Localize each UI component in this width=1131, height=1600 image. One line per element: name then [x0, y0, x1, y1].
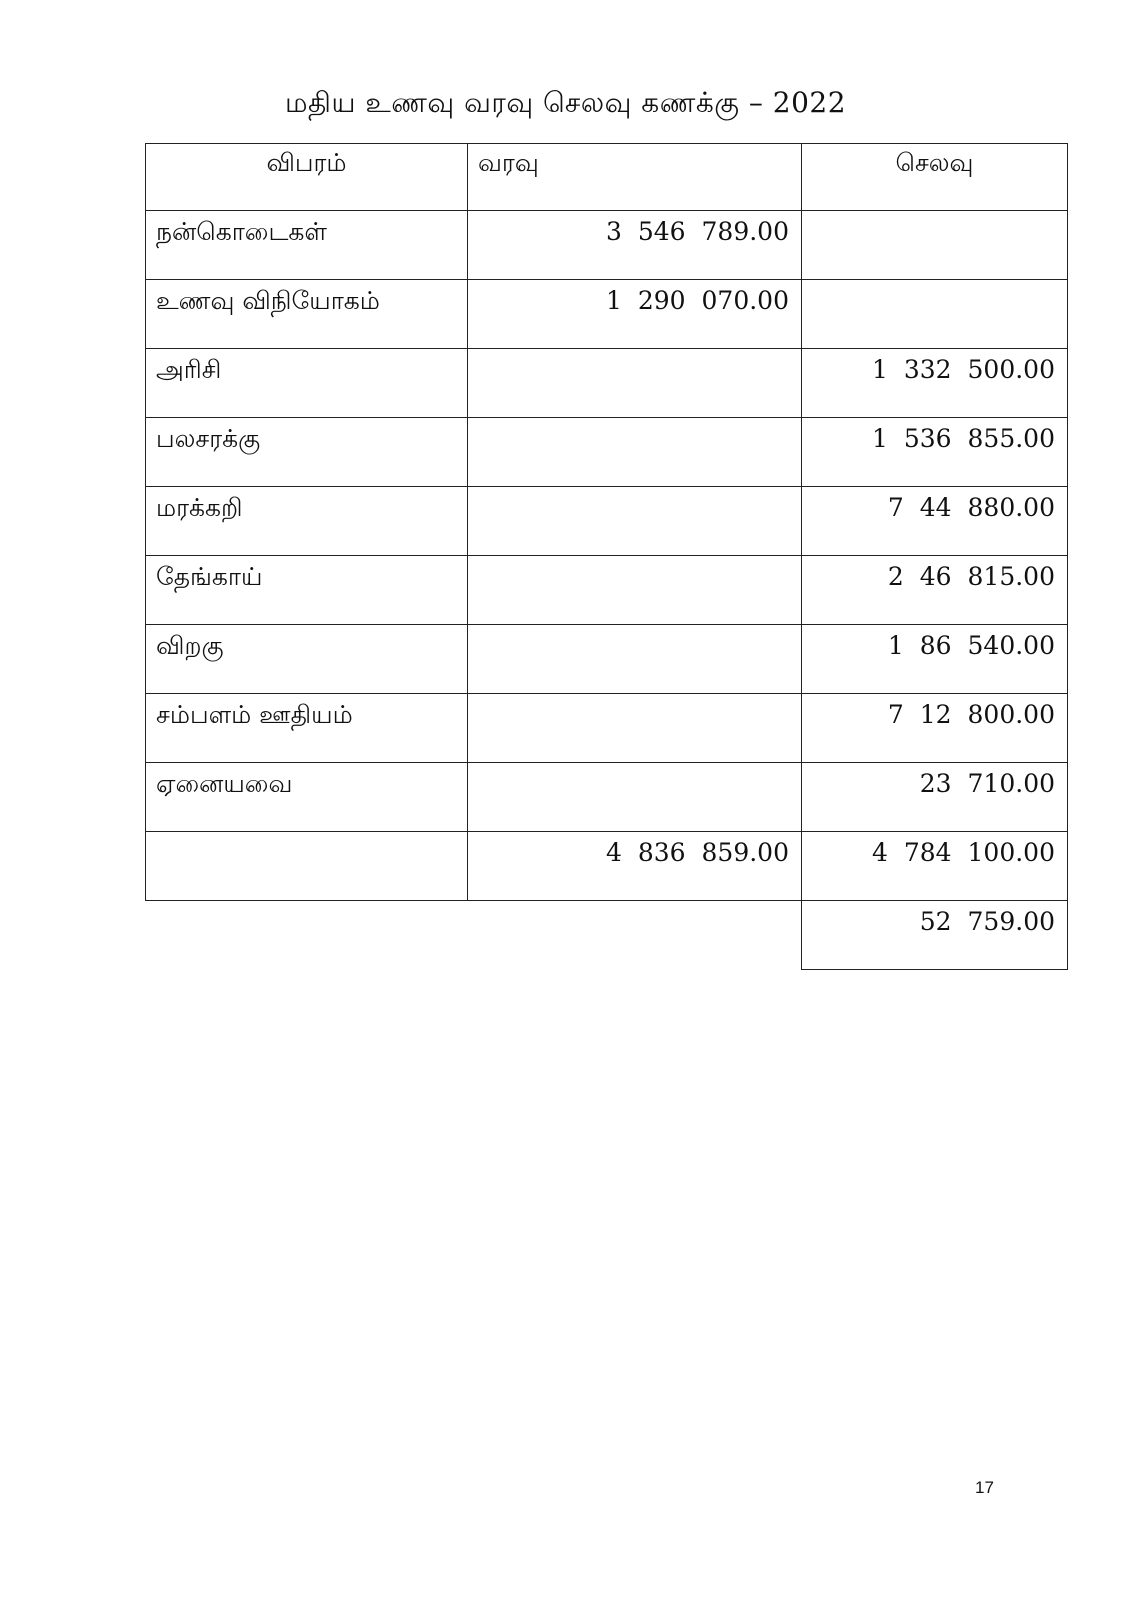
- row-receipt-value: [468, 418, 802, 487]
- total-expenses-value: 4 784 100.00: [802, 832, 1068, 901]
- total-receipts-value: 4 836 859.00: [468, 832, 802, 901]
- row-receipt-value: [468, 349, 802, 418]
- column-header-receipts: வரவு: [468, 144, 802, 211]
- row-expense-value: 7 44 880.00: [802, 487, 1068, 556]
- table-header-row: [146, 144, 1068, 211]
- row-expense-value: 1 536 855.00: [802, 418, 1068, 487]
- row-expense-value: 7 12 800.00: [802, 694, 1068, 763]
- row-item-label: பலசரக்கு: [146, 418, 468, 487]
- row-receipt-value: [468, 625, 802, 694]
- row-item-label: ஏனையவை: [146, 763, 468, 832]
- row-receipt-value: 3 546 789.00: [468, 211, 802, 280]
- row-item-label: நன்கொடைகள்: [146, 211, 468, 280]
- page-number: 17: [975, 1478, 994, 1497]
- account-table: [145, 143, 1068, 970]
- balance-empty-cell: [468, 901, 802, 970]
- totals-row: [146, 832, 1068, 901]
- balance-empty-cell: [146, 901, 468, 970]
- column-header-details: விபரம்: [146, 144, 468, 211]
- row-expense-value: [802, 211, 1068, 280]
- column-header-expenses: செலவு: [802, 144, 1068, 211]
- row-item-label: தேங்காய்: [146, 556, 468, 625]
- table-row: [146, 418, 1068, 487]
- row-item-label: விறகு: [146, 625, 468, 694]
- row-receipt-value: 1 290 070.00: [468, 280, 802, 349]
- table-row: [146, 487, 1068, 556]
- table-row: [146, 211, 1068, 280]
- row-expense-value: 1 86 540.00: [802, 625, 1068, 694]
- table-row: [146, 556, 1068, 625]
- row-receipt-value: [468, 487, 802, 556]
- totals-label-cell: [146, 832, 468, 901]
- table-row: [146, 349, 1068, 418]
- row-item-label: மரக்கறி: [146, 487, 468, 556]
- table-row: [146, 280, 1068, 349]
- row-item-label: உணவு விநியோகம்: [146, 280, 468, 349]
- table-row: [146, 625, 1068, 694]
- table-row: [146, 694, 1068, 763]
- page-title: மதிய உணவு வரவு செலவு கணக்கு – 2022: [284, 86, 847, 119]
- row-receipt-value: [468, 556, 802, 625]
- row-item-label: சம்பளம் ஊதியம்: [146, 694, 468, 763]
- row-expense-value: [802, 280, 1068, 349]
- row-expense-value: 2 46 815.00: [802, 556, 1068, 625]
- balance-row: [146, 901, 1068, 970]
- balance-value: 52 759.00: [802, 901, 1068, 970]
- table-row: [146, 763, 1068, 832]
- row-expense-value: 23 710.00: [802, 763, 1068, 832]
- row-item-label: அரிசி: [146, 349, 468, 418]
- row-receipt-value: [468, 763, 802, 832]
- row-receipt-value: [468, 694, 802, 763]
- row-expense-value: 1 332 500.00: [802, 349, 1068, 418]
